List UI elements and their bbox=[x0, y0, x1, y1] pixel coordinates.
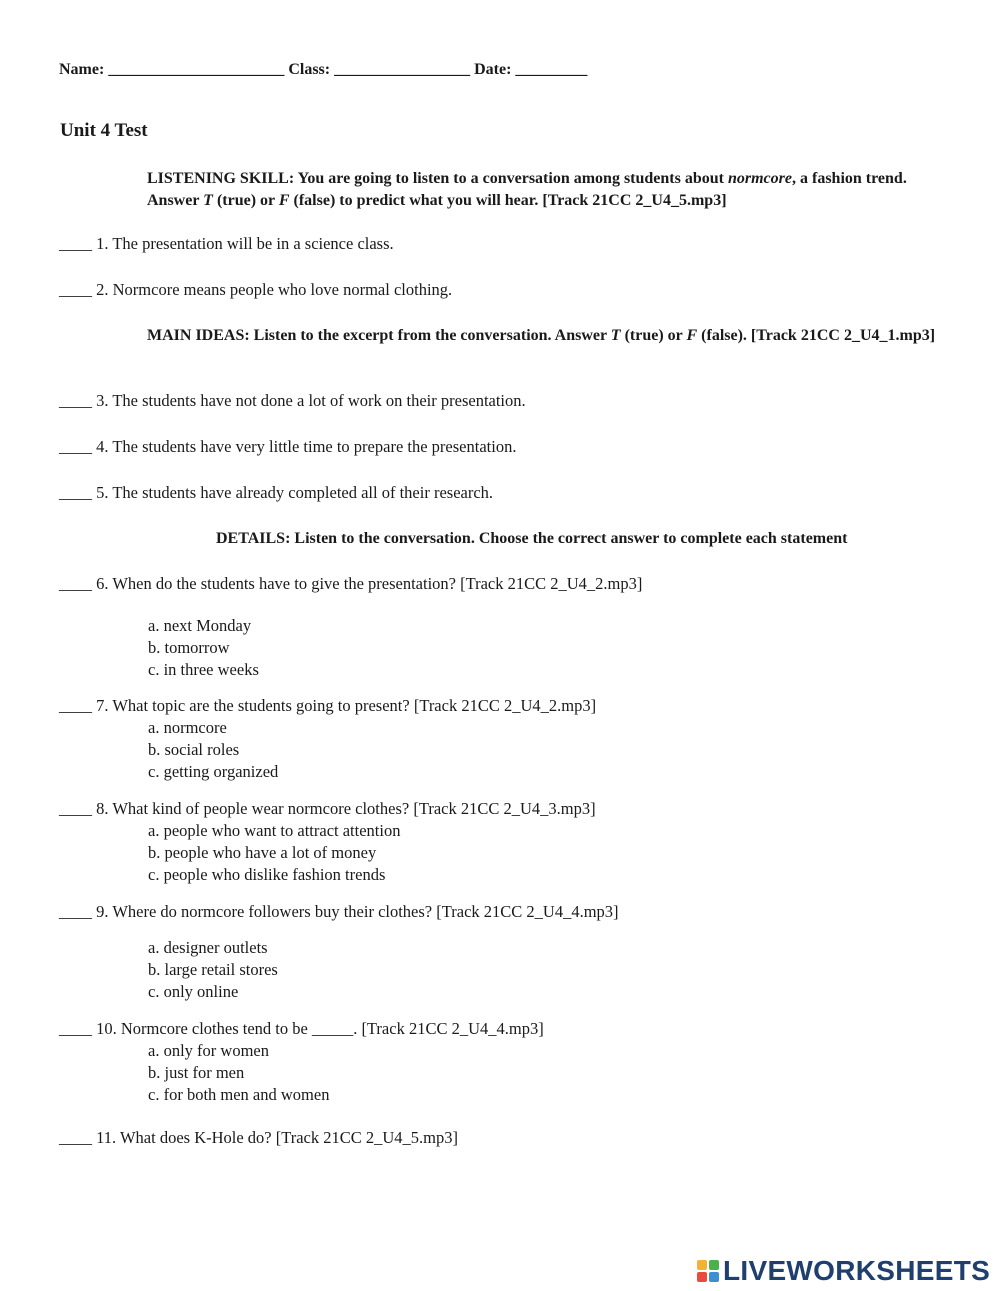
option-c[interactable]: c. in three weeks bbox=[148, 660, 259, 679]
option-c[interactable]: c. people who dislike fashion trends bbox=[148, 865, 386, 884]
page-title: Unit 4 Test bbox=[60, 120, 148, 141]
question-7: ____ 7. What topic are the students going to present? [Track 21CC 2_U4_2.mp3] bbox=[59, 696, 597, 715]
question-2: ____ 2. Normcore means people who love normal clothing. bbox=[59, 280, 453, 299]
logo-grid-icon bbox=[697, 1260, 719, 1282]
option-c[interactable]: c. for both men and women bbox=[148, 1085, 330, 1104]
question-7-options bbox=[148, 717, 278, 783]
date-field[interactable]: Date: _________ bbox=[474, 61, 588, 78]
question-11: ____ 11. What does K-Hole do? [Track 21CC 2_U4_5.mp3] bbox=[59, 1128, 459, 1147]
listening-label: LISTENING SKILL: bbox=[147, 170, 295, 187]
option-c[interactable]: c. only online bbox=[148, 982, 239, 1001]
main-ideas-label: MAIN IDEAS: bbox=[147, 327, 250, 344]
option-b[interactable]: b. social roles bbox=[148, 740, 240, 759]
logo-text: LIVEWORKSHEETS bbox=[723, 1255, 991, 1286]
question-9-options bbox=[148, 937, 278, 1003]
question-3: ____ 3. The students have not done a lot of work on their presentation. bbox=[59, 391, 526, 410]
liveworksheets-logo bbox=[697, 1253, 990, 1289]
student-info-header bbox=[59, 61, 587, 79]
logo-square bbox=[709, 1260, 719, 1270]
question-8: ____ 8. What kind of people wear normcore clothes? [Track 21CC 2_U4_3.mp3] bbox=[59, 799, 596, 818]
question-6-options bbox=[148, 615, 259, 681]
logo-square bbox=[697, 1272, 707, 1282]
option-b[interactable]: b. tomorrow bbox=[148, 638, 230, 657]
option-b[interactable]: b. large retail stores bbox=[148, 960, 278, 979]
option-a[interactable]: a. people who want to attract attention bbox=[148, 821, 401, 840]
option-a[interactable]: a. normcore bbox=[148, 718, 227, 737]
option-a[interactable]: a. only for women bbox=[148, 1041, 269, 1060]
name-field[interactable]: Name: ______________________ bbox=[59, 61, 285, 78]
option-a[interactable]: a. next Monday bbox=[148, 616, 252, 635]
question-10: ____ 10. Normcore clothes tend to be _____. [Track 21CC 2_U4_4.mp3] bbox=[59, 1019, 544, 1038]
question-5: ____ 5. The students have already completed all of their research. bbox=[59, 483, 494, 502]
question-4: ____ 4. The students have very little time to prepare the presentation. bbox=[59, 437, 517, 456]
question-1: ____ 1. The presentation will be in a science class. bbox=[59, 234, 394, 253]
option-a[interactable]: a. designer outlets bbox=[148, 938, 268, 957]
question-8-options bbox=[148, 820, 400, 886]
question-9: ____ 9. Where do normcore followers buy their clothes? [Track 21CC 2_U4_4.mp3] bbox=[59, 902, 619, 921]
details-instructions: DETAILS: Listen to the conversation. Choose the correct answer to complete each statement bbox=[216, 530, 848, 547]
question-6: ____ 6. When do the students have to give the presentation? [Track 21CC 2_U4_2.mp3] bbox=[59, 574, 643, 593]
option-c[interactable]: c. getting organized bbox=[148, 762, 279, 781]
option-b[interactable]: b. just for men bbox=[148, 1063, 245, 1082]
logo-square bbox=[697, 1260, 707, 1270]
main-ideas-instructions: MAIN IDEAS: Listen to the excerpt from the conversation. Answer T (true) or F (false). [Track 21CC 2_U4_1.mp3] bbox=[147, 327, 936, 344]
logo-square bbox=[709, 1272, 719, 1282]
class-field[interactable]: Class: _________________ bbox=[288, 61, 471, 78]
question-10-options bbox=[148, 1040, 329, 1106]
option-b[interactable]: b. people who have a lot of money bbox=[148, 843, 377, 862]
listening-instructions: LISTENING SKILL: You are going to listen to a conversation among students about normcore, a fashion trend. Answer T (true) or F (false) to predict what you will hear. [Track 21CC 2_U4_5.mp3] bbox=[147, 170, 907, 209]
